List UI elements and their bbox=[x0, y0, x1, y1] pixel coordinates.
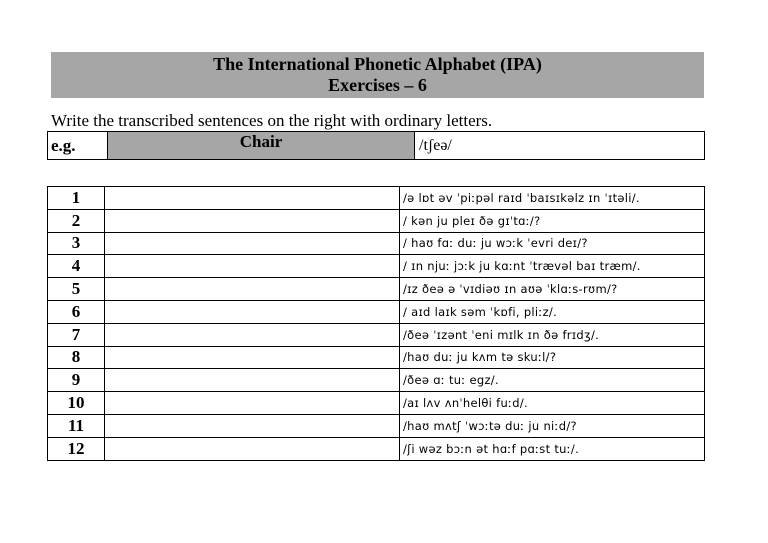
exercise-number: 4 bbox=[48, 255, 105, 278]
answer-cell[interactable] bbox=[105, 323, 400, 346]
exercise-number: 1 bbox=[48, 187, 105, 210]
ipa-transcription: /aɪ lʌv ʌnˈhelθi fuːd/. bbox=[400, 392, 705, 415]
instruction-text: Write the transcribed sentences on the right with ordinary letters. bbox=[51, 111, 493, 130]
ipa-transcription: / haʊ fɑː duː ju wɔːk ˈevri deɪ/? bbox=[400, 232, 705, 255]
exercise-number: 11 bbox=[48, 414, 105, 437]
ipa-transcription: /haʊ duː ju kʌm tə skuːl/? bbox=[400, 346, 705, 369]
exercise-row bbox=[48, 369, 705, 392]
exercise-number: 9 bbox=[48, 369, 105, 392]
ipa-transcription: /haʊ mʌtʃ ˈwɔːtə duː ju niːd/? bbox=[400, 414, 705, 437]
exercise-number: 12 bbox=[48, 437, 105, 460]
example-row bbox=[48, 132, 705, 160]
ipa-transcription: /ðeə ˈɪzənt ˈeni mɪlk ɪn ðə frɪdʒ/. bbox=[400, 323, 705, 346]
exercise-row bbox=[48, 346, 705, 369]
exercise-number: 6 bbox=[48, 300, 105, 323]
exercise-row bbox=[48, 209, 705, 232]
page-title: The International Phonetic Alphabet (IPA) bbox=[213, 54, 542, 74]
ipa-transcription: /ðeə ɑː tuː egz/. bbox=[400, 369, 705, 392]
answer-cell[interactable] bbox=[105, 209, 400, 232]
answer-cell[interactable] bbox=[105, 414, 400, 437]
exercise-row bbox=[48, 323, 705, 346]
answer-cell[interactable] bbox=[105, 346, 400, 369]
answer-cell[interactable] bbox=[105, 300, 400, 323]
answer-cell[interactable] bbox=[105, 437, 400, 460]
exercise-number: 3 bbox=[48, 232, 105, 255]
example-label: e.g. bbox=[48, 132, 108, 160]
exercise-number: 5 bbox=[48, 278, 105, 301]
ipa-transcription: / aɪd laɪk səm ˈkɒfi, pliːz/. bbox=[400, 300, 705, 323]
answer-cell[interactable] bbox=[105, 187, 400, 210]
exercise-row bbox=[48, 437, 705, 460]
exercise-number: 2 bbox=[48, 209, 105, 232]
page-subtitle: Exercises – 6 bbox=[328, 75, 427, 95]
ipa-transcription: / ɪn njuː jɔːk ju kɑːnt ˈtrævəl baɪ træm/. bbox=[400, 255, 705, 278]
answer-cell[interactable] bbox=[105, 369, 400, 392]
answer-cell[interactable] bbox=[105, 232, 400, 255]
ipa-transcription: /ə lɒt əv ˈpiːpəl raɪd ˈbaɪsɪkəlz ɪn ˈɪtəli/. bbox=[400, 187, 705, 210]
example-word: Chair bbox=[108, 132, 415, 160]
exercise-number: 10 bbox=[48, 392, 105, 415]
exercise-table bbox=[47, 186, 705, 461]
exercise-row bbox=[48, 300, 705, 323]
answer-cell[interactable] bbox=[105, 255, 400, 278]
exercise-row bbox=[48, 255, 705, 278]
example-ipa: /tʃeə/ bbox=[415, 132, 705, 160]
exercise-row bbox=[48, 278, 705, 301]
exercise-number: 7 bbox=[48, 323, 105, 346]
worksheet-header bbox=[51, 52, 704, 98]
exercise-number: 8 bbox=[48, 346, 105, 369]
answer-cell[interactable] bbox=[105, 392, 400, 415]
exercise-row bbox=[48, 232, 705, 255]
exercise-row bbox=[48, 392, 705, 415]
exercise-row bbox=[48, 187, 705, 210]
example-table bbox=[47, 131, 705, 160]
answer-cell[interactable] bbox=[105, 278, 400, 301]
exercise-row bbox=[48, 414, 705, 437]
ipa-transcription: /ʃi wəz bɔːn ət hɑːf pɑːst tuː/. bbox=[400, 437, 705, 460]
ipa-transcription: / kən ju pleɪ ðə gɪˈtɑː/? bbox=[400, 209, 705, 232]
ipa-transcription: /ɪz ðeə ə ˈvɪdiəʊ ɪn aʊə ˈklɑːs-rʊm/? bbox=[400, 278, 705, 301]
